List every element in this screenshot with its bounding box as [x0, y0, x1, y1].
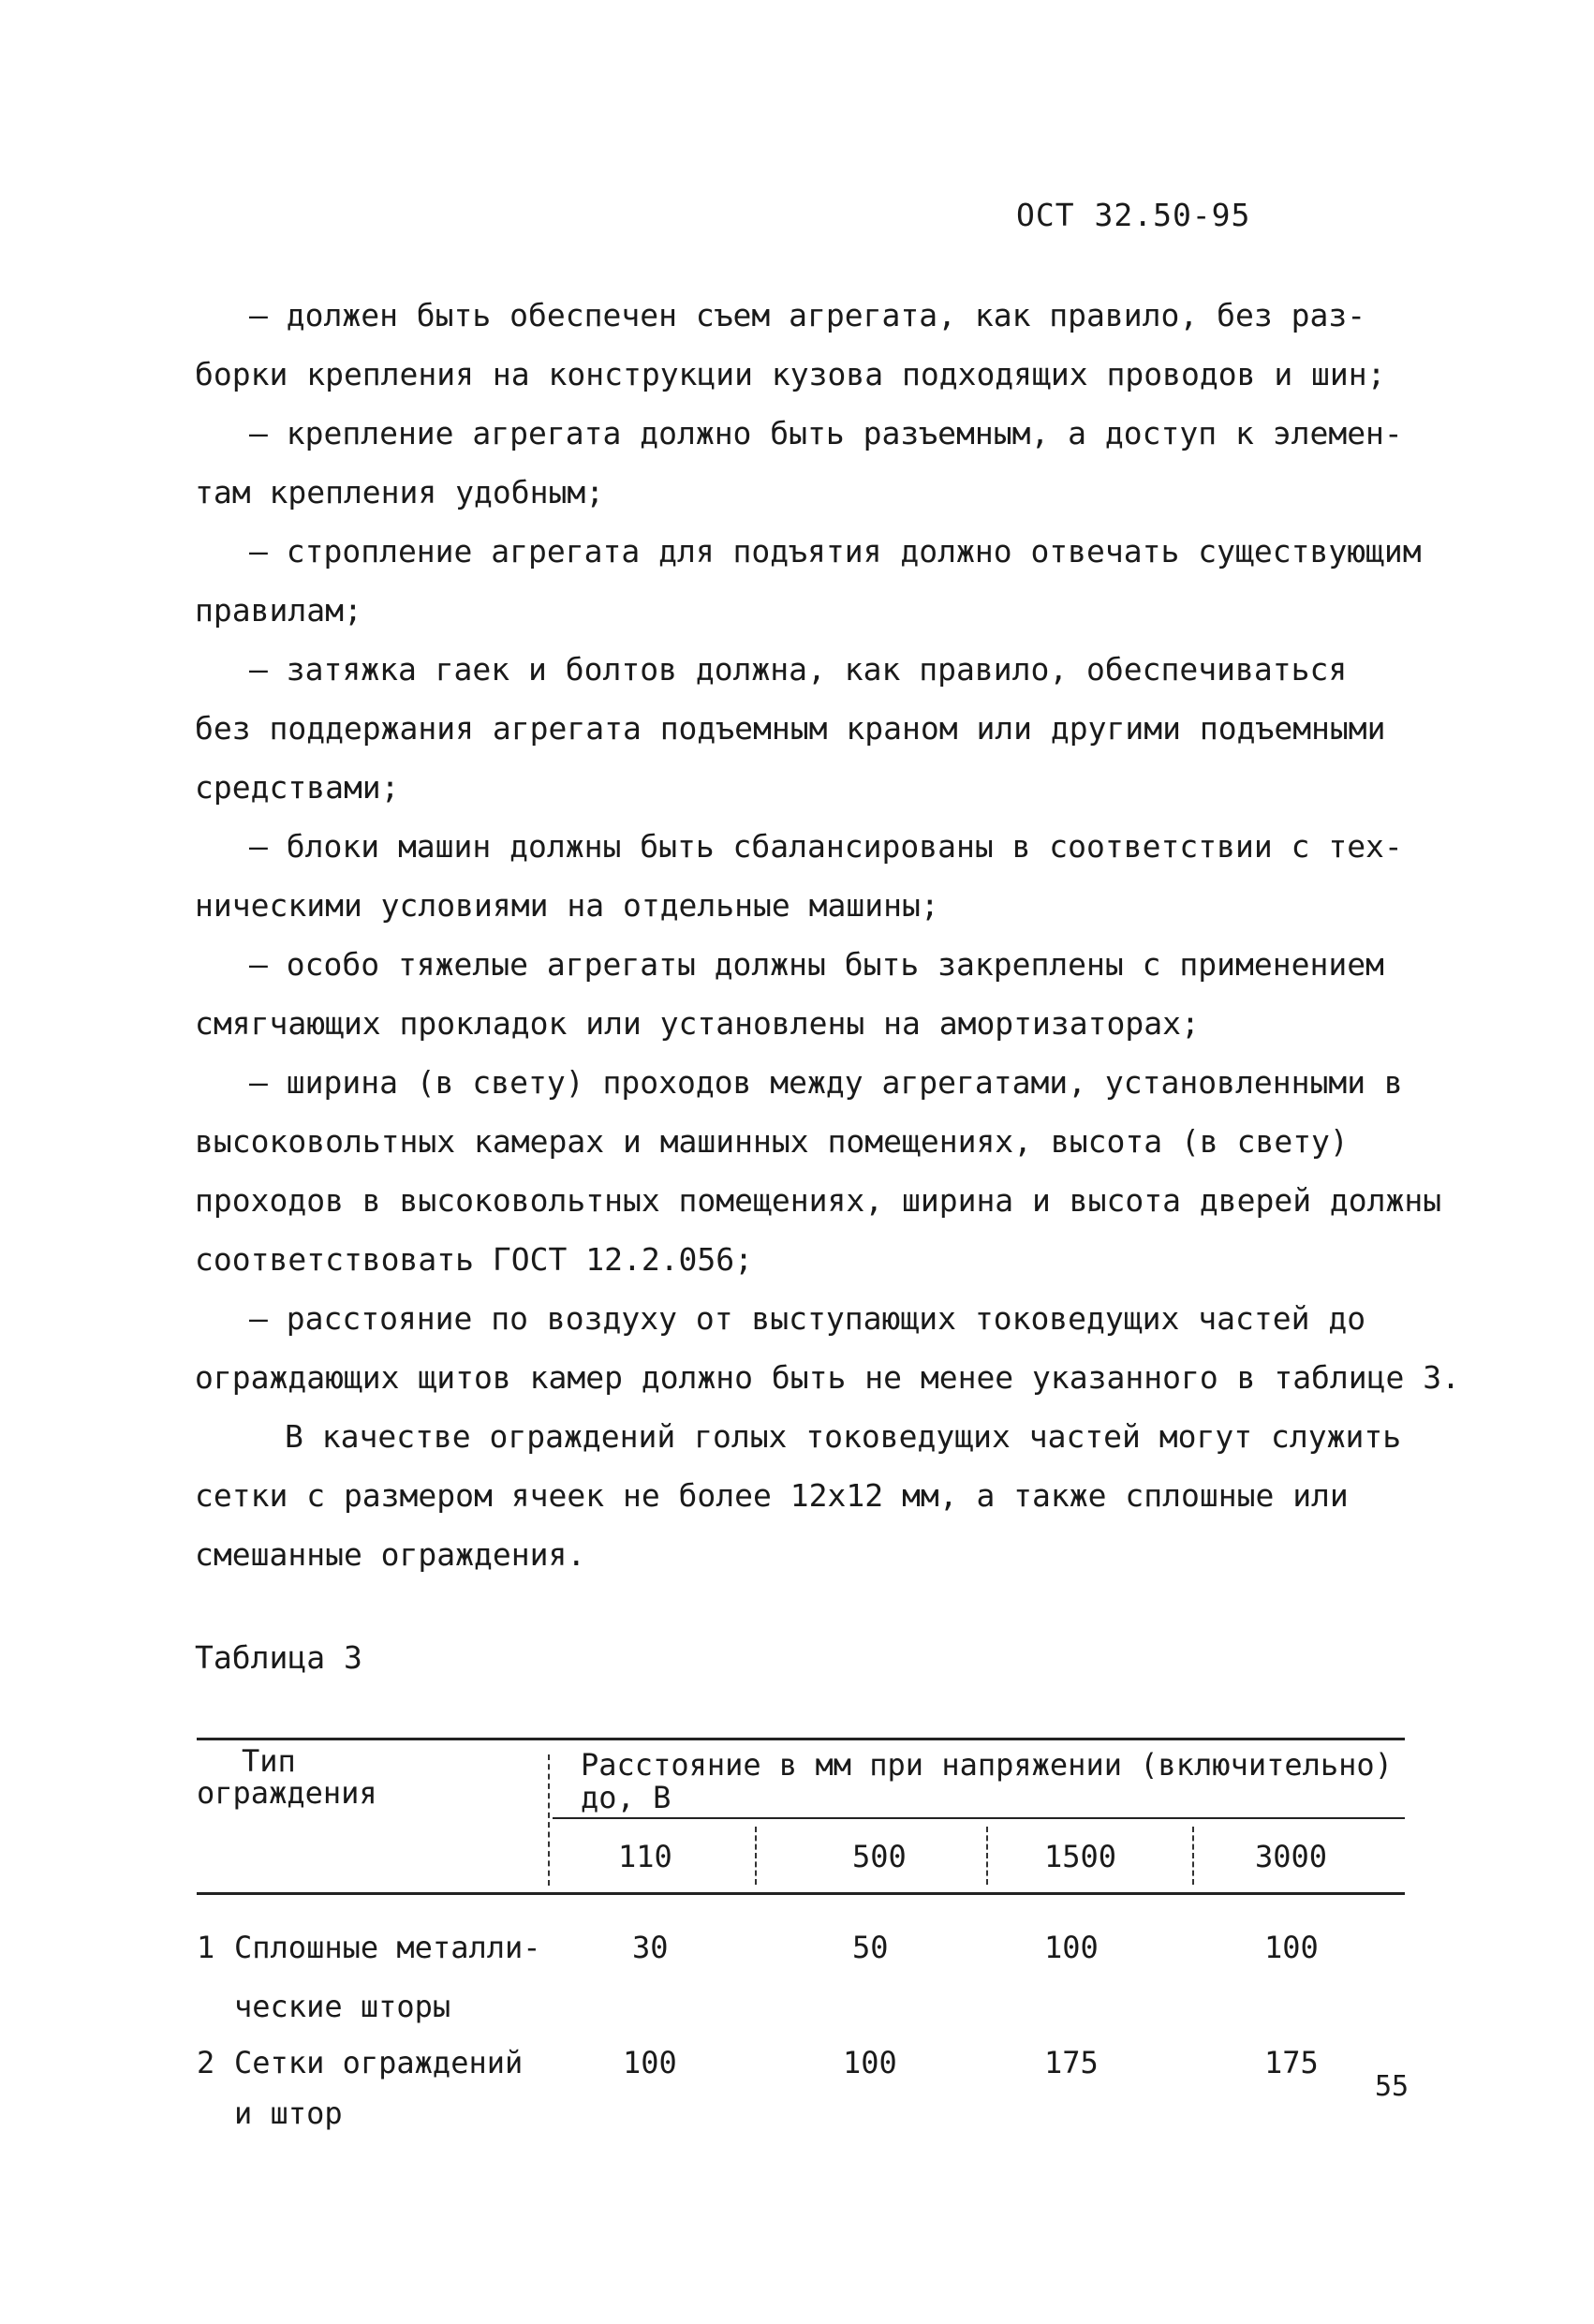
row-type-line-1: Сплошные металли-: [234, 1930, 541, 1965]
row-type-line-2: и штор: [234, 2095, 343, 2131]
column-divider: [548, 1754, 550, 1886]
text-line: ническими условиями на отдельные машины;: [195, 887, 939, 924]
table-subheader-rule: [553, 1817, 1405, 1819]
text-line: смешанные ограждения.: [195, 1536, 586, 1573]
row-value: 100: [623, 2045, 677, 2080]
paragraph-8: [195, 1289, 1461, 1407]
column-divider: [1192, 1827, 1194, 1885]
text-line: смягчающих прокладок или установлены на амортизаторах;: [195, 1005, 1200, 1042]
data-table: [197, 1738, 1405, 2131]
row-value: 100: [1044, 1930, 1099, 1965]
text-line: – должен быть обеспечен съем агрегата, как правило, без раз-: [249, 297, 1366, 333]
text-line: В качестве ограждений голых токоведущих частей могут служить: [285, 1418, 1402, 1455]
text-line: – ширина (в свету) проходов между агрегатами, установленными в: [249, 1064, 1403, 1101]
row-value: 175: [1044, 2045, 1099, 2080]
row-type-line-1: Сетки ограждений: [234, 2045, 524, 2080]
table-caption: Таблица 3: [195, 1639, 362, 1676]
header-type-line-1: Тип: [242, 1743, 296, 1779]
text-line: – расстояние по воздуху от выступающих токоведущих частей до: [249, 1300, 1366, 1337]
text-line: высоковольтных камерах и машинных помещениях, высота (в свету): [195, 1123, 1349, 1160]
table-top-rule: [197, 1738, 1405, 1740]
text-line: – стропление агрегата для подъятия должно отвечать существующим: [249, 533, 1422, 570]
header-distance-line-1: Расстояние в мм при напряжении (включительно): [581, 1747, 1393, 1783]
text-line: – затяжка гаек и болтов должна, как правило, обеспечиваться: [249, 651, 1348, 688]
text-line: – крепление агрегата должно быть разъемным, а доступ к элемен-: [249, 415, 1403, 451]
row-number: 1: [197, 1930, 215, 1965]
paragraph-2: [195, 404, 1431, 522]
text-line: сетки с размером ячеек не более 12х12 мм, а также сплошные или: [195, 1477, 1349, 1514]
header-voltage-3000: 3000: [1255, 1839, 1328, 1874]
document-code: ОСТ 32.50-95: [1016, 197, 1251, 233]
paragraph-1: [195, 286, 1431, 404]
row-value: 50: [852, 1930, 889, 1965]
text-line: соответствовать ГОСТ 12.2.056;: [195, 1241, 754, 1278]
paragraph-3: [195, 522, 1431, 640]
text-line: там крепления удобным;: [195, 474, 605, 511]
text-line: правилам;: [195, 592, 362, 629]
page-number: 55: [1375, 2070, 1410, 2103]
text-line: без поддержания агрегата подъемным краном или другими подъемными: [195, 710, 1386, 747]
header-voltage-500: 500: [852, 1839, 907, 1874]
row-value: 100: [1264, 1930, 1319, 1965]
column-divider: [755, 1827, 757, 1885]
header-distance-line-2: до, В: [581, 1780, 672, 1815]
paragraph-9: [195, 1407, 1431, 1584]
row-value: 100: [843, 2045, 897, 2080]
paragraph-5: [195, 817, 1431, 935]
column-divider: [986, 1827, 988, 1885]
row-number: 2: [197, 2045, 215, 2080]
row-value: 30: [632, 1930, 669, 1965]
paragraph-7: [195, 1053, 1442, 1289]
text-line: средствами;: [195, 769, 400, 806]
paragraph-4: [195, 640, 1431, 817]
text-line: – блоки машин должны быть сбалансированы в соответствии с тех-: [249, 828, 1403, 865]
table-header-rule: [197, 1892, 1405, 1895]
text-line: – особо тяжелые агрегаты должны быть закреплены с применением: [249, 946, 1384, 983]
text-line: борки крепления на конструкции кузова подходящих проводов и шин;: [195, 356, 1386, 392]
header-voltage-110: 110: [618, 1839, 672, 1874]
header-type-line-2: ограждения: [197, 1775, 377, 1811]
text-line: ограждающих щитов камер должно быть не менее указанного в таблице 3.: [195, 1359, 1461, 1396]
header-voltage-1500: 1500: [1044, 1839, 1117, 1874]
row-type-line-2: ческие шторы: [234, 1989, 451, 2024]
text-line: проходов в высоковольтных помещениях, ширина и высота дверей должны: [195, 1182, 1442, 1219]
paragraph-6: [195, 935, 1431, 1053]
row-value: 175: [1264, 2045, 1319, 2080]
